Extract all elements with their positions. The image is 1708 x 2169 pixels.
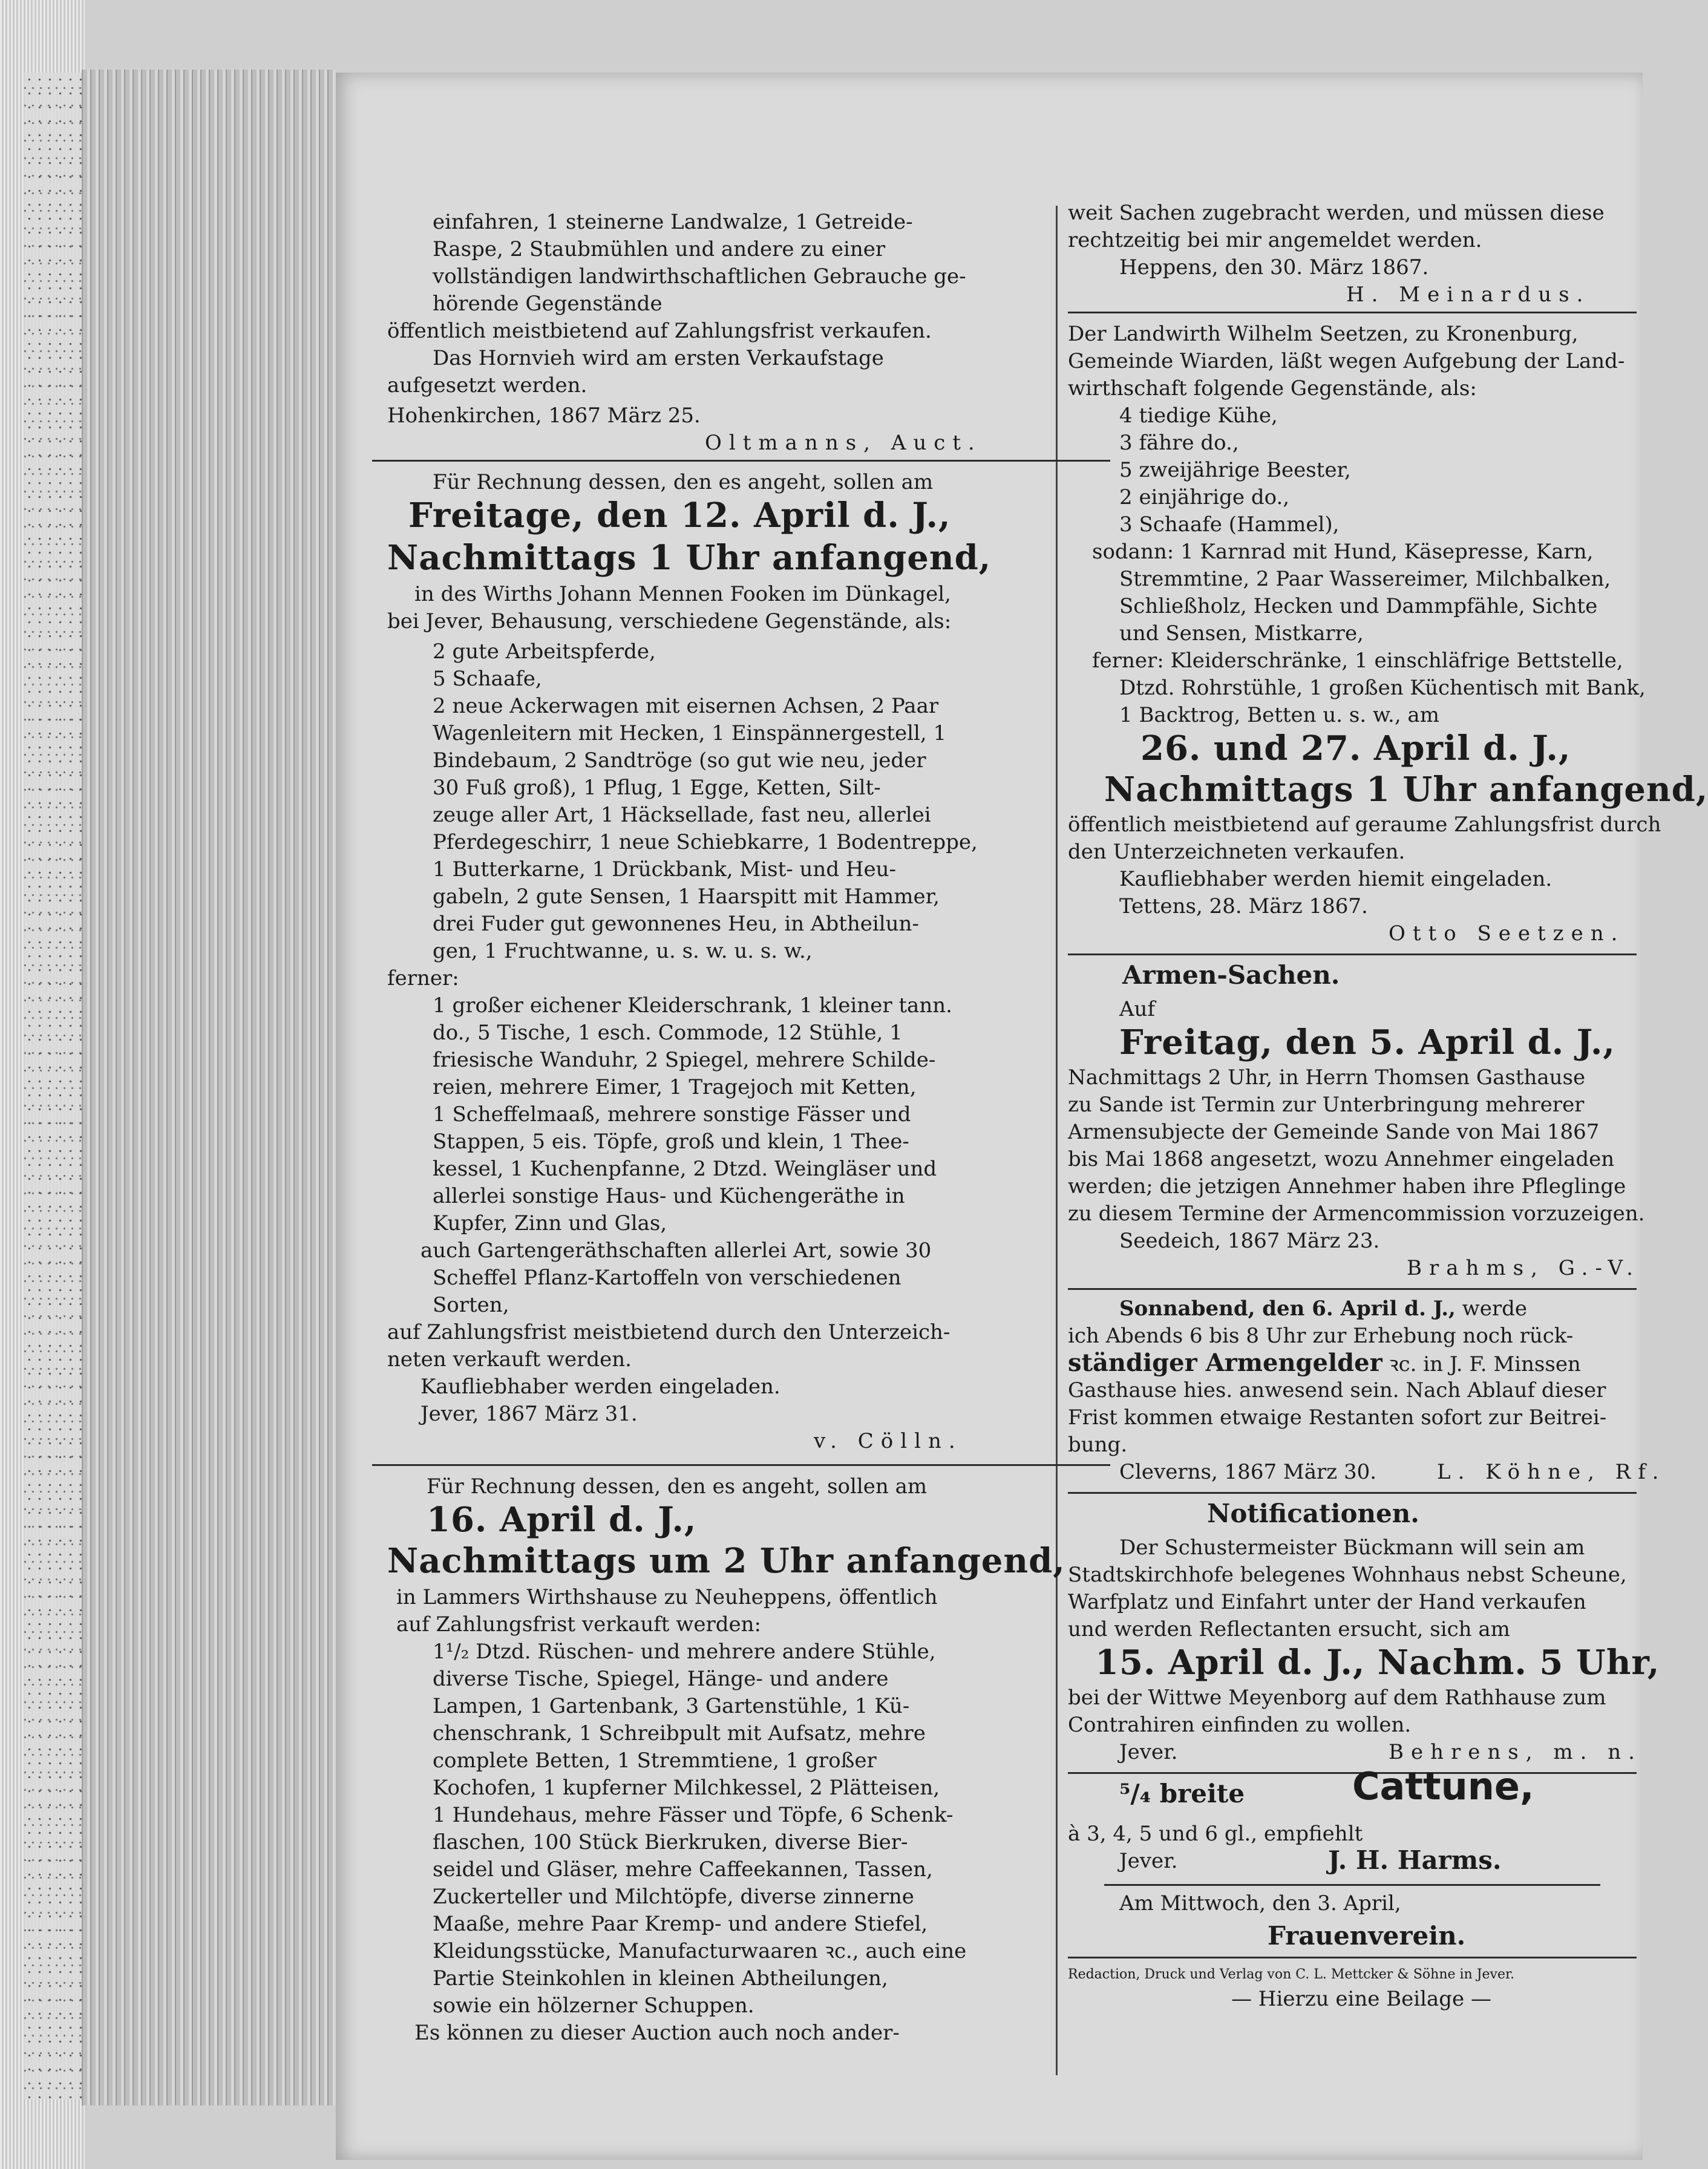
text-line: à 3, 4, 5 und 6 gl., empfiehlt xyxy=(1068,1822,1363,1846)
text-line: 5 Schaafe, xyxy=(433,667,542,691)
text-line: Es können zu dieser Auction auch noch ander- xyxy=(414,2021,900,2045)
text-line: rechtzeitig bei mir angemeldet werden. xyxy=(1068,228,1482,252)
place-date: Jever. xyxy=(1119,1740,1178,1764)
separator-rule xyxy=(1068,954,1637,955)
text-line: seidel und Gläser, mehre Caffeekannen, Tassen, xyxy=(433,1857,933,1882)
text-line: zu diesem Termine der Armencommission vorzuzeigen. xyxy=(1068,1202,1645,1226)
signature: H. Meinardus. xyxy=(1346,283,1591,307)
text-line: allerlei sonstige Haus- und Küchengeräthe in xyxy=(433,1184,905,1208)
text-line: Nachmittags 2 Uhr, in Herrn Thomsen Gasthause xyxy=(1068,1065,1586,1090)
text-line: sowie ein hölzerner Schuppen. xyxy=(433,1994,754,2018)
text-line: Maaße, mehre Paar Kremp- und andere Stiefel, xyxy=(433,1912,928,1936)
text-line: öffentlich meistbietend auf geraume Zahlungsfrist durch xyxy=(1068,813,1661,837)
text-line: zu Sande ist Termin zur Unterbringung mehrerer xyxy=(1068,1093,1585,1117)
text-line: Der Landwirth Wilhelm Seetzen, zu Kronenburg, xyxy=(1068,322,1579,346)
speckled-page-edge xyxy=(24,73,85,2099)
signature: L. Köhne, Rf. xyxy=(1437,1460,1666,1484)
text-line: Gemeinde Wiarden, läßt wegen Aufgebung der Land- xyxy=(1068,349,1625,373)
text-line: bei der Wittwe Meyenborg auf dem Rathhause zum xyxy=(1068,1686,1606,1710)
text-line: wirthschaft folgende Gegenstände, als: xyxy=(1068,376,1477,401)
text-line: neten verkauft werden. xyxy=(387,1347,632,1372)
text-line: ich Abends 6 bis 8 Uhr zur Erhebung noch rück- xyxy=(1068,1324,1574,1348)
text-line: Frist kommen etwaige Restanten sofort zur Beitrei- xyxy=(1068,1405,1607,1430)
signature: Oltmanns, Auct. xyxy=(705,431,982,455)
ad-time-heading: Nachmittags 1 Uhr anfangend, xyxy=(1104,770,1708,810)
text-line: Kleidungsstücke, Manufacturwaaren ꝛc., auch eine xyxy=(433,1939,967,1963)
sonnabend-date: Sonnabend, den 6. April d. J., xyxy=(1119,1297,1456,1321)
separator-rule xyxy=(1068,1957,1637,1958)
text-line: und Sensen, Mistkarre, xyxy=(1119,621,1364,646)
text-line: zeuge aller Art, 1 Häcksellade, fast neu, allerlei xyxy=(433,803,931,827)
text-line: Am Mittwoch, den 3. April, xyxy=(1119,1891,1401,1915)
text-line: 2 neue Ackerwagen mit eisernen Achsen, 2 Paar xyxy=(433,694,939,718)
supplement-note: — Hierzu eine Beilage — xyxy=(1231,1987,1491,2011)
text-line: werden; die jetzigen Annehmer haben ihre Pfleglinge xyxy=(1068,1174,1626,1199)
ad-date-heading: Freitag, den 5. April d. J., xyxy=(1119,1022,1615,1062)
armengelder-bold: ständiger Armengelder xyxy=(1068,1349,1382,1377)
cattune-heading: Cattune, xyxy=(1352,1764,1534,1808)
text-line: vollständigen landwirthschaftlichen Gebrauche ge- xyxy=(433,264,966,289)
cattune-prefix: ⁵/₄ breite xyxy=(1119,1779,1245,1808)
text-line: 30 Fuß groß), 1 Pflug, 1 Egge, Ketten, Silt- xyxy=(433,776,881,800)
signature: v. Cölln. xyxy=(814,1429,963,1453)
text-line: Kaufliebhaber werden hiemit eingeladen. xyxy=(1119,867,1553,891)
text-line: in Lammers Wirthshause zu Neuheppens, öffentlich xyxy=(396,1585,938,1609)
text-line: Bindebaum, 2 Sandtröge (so gut wie neu, jeder xyxy=(433,748,926,773)
text-line: diverse Tische, Spiegel, Hänge- und andere xyxy=(433,1667,889,1691)
separator-rule xyxy=(372,460,1110,462)
text-line: Zuckerteller und Milchtöpfe, diverse zinnerne xyxy=(433,1885,914,1909)
ad-date-heading: 15. April d. J., Nachm. 5 Uhr, xyxy=(1095,1643,1660,1683)
text-line: den Unterzeichneten verkaufen. xyxy=(1068,840,1405,864)
text-line: 1 Butterkarne, 1 Drückbank, Mist- und Heu- xyxy=(433,857,897,882)
text-line: und werden Reflectanten ersucht, sich am xyxy=(1068,1617,1510,1641)
frauenverein-heading: Frauenverein. xyxy=(1268,1921,1466,1951)
text-line: 1¹/₂ Dtzd. Rüschen- und mehrere andere Stühle, xyxy=(433,1640,936,1664)
text-line: Kochofen, 1 kupferner Milchkessel, 2 Plätteisen, xyxy=(433,1776,940,1800)
text-line: Wagenleitern mit Hecken, 1 Einspännergestell, 1 xyxy=(433,721,947,745)
text-line: reien, mehrere Eimer, 1 Tragejoch mit Ketten, xyxy=(433,1075,917,1099)
text-line: flaschen, 100 Stück Bierkruken, diverse Bier- xyxy=(433,1830,908,1854)
text-line: drei Fuder gut gewonnenes Heu, in Abtheilun- xyxy=(433,912,919,936)
newspaper-page xyxy=(336,73,1708,2160)
text-line: bei Jever, Behausung, verschiedene Gegenstände, als: xyxy=(387,609,952,633)
ad-intro: Für Rechnung dessen, den es angeht, sollen am xyxy=(433,470,934,494)
place-date: Jever, 1867 März 31. xyxy=(420,1402,638,1426)
ferner-label: ferner: xyxy=(387,966,459,990)
column-divider xyxy=(1056,206,1058,2075)
ad-intro: Für Rechnung dessen, den es angeht, sollen am xyxy=(427,1474,928,1499)
text-line: Das Hornvieh wird am ersten Verkaufstage xyxy=(433,346,884,370)
text-line: friesische Wanduhr, 2 Spiegel, mehrere Schilde- xyxy=(433,1048,936,1072)
text-line: weit Sachen zugebracht werden, und müssen diese xyxy=(1068,201,1605,225)
text-line: do., 5 Tische, 1 esch. Commode, 12 Stühle, 1 xyxy=(433,1021,903,1045)
text-line: gabeln, 2 gute Sensen, 1 Haarspitt mit Hammer, xyxy=(433,885,940,909)
text-line: auf Zahlungsfrist meistbietend durch den Unterzeich- xyxy=(387,1320,951,1344)
text-line: Stappen, 5 eis. Töpfe, groß und klein, 1 Thee- xyxy=(433,1130,909,1154)
ad-time-heading: Nachmittags 1 Uhr anfangend, xyxy=(387,538,992,578)
text-line: 5 zweijährige Beester, xyxy=(1119,458,1351,482)
place-date: Tettens, 28. März 1867. xyxy=(1119,894,1368,918)
text-line: Lampen, 1 Gartenbank, 3 Gartenstühle, 1 Kü- xyxy=(433,1694,910,1718)
separator-rule xyxy=(1068,1288,1637,1290)
text-line: Dtzd. Rohrstühle, 1 großen Küchentisch mit Bank, xyxy=(1119,676,1646,700)
section-heading: Notificationen. xyxy=(1207,1499,1419,1528)
separator-rule xyxy=(1104,1884,1600,1886)
place-date: Heppens, den 30. März 1867. xyxy=(1119,255,1429,280)
section-heading: Armen-Sachen. xyxy=(1122,960,1340,990)
rueckstaendig-line xyxy=(1068,1350,1581,1378)
place-date: Hohenkirchen, 1867 März 25. xyxy=(387,404,701,428)
text-line: Contrahiren einfinden zu wollen. xyxy=(1068,1713,1412,1737)
text-line: einfahren, 1 steinerne Landwalze, 1 Getreide- xyxy=(433,210,913,234)
text-line: 1 Hundehaus, mehre Fässer und Töpfe, 6 Schenk- xyxy=(433,1803,954,1827)
text-line: sodann: 1 Karnrad mit Hund, Käsepresse, Karn, xyxy=(1092,540,1594,564)
text-line: Stremmtine, 2 Paar Wassereimer, Milchbalken, xyxy=(1119,567,1611,591)
text-line: Scheffel Pflanz-Kartoffeln von verschiedenen xyxy=(433,1266,901,1290)
text-line: hörende Gegenstände xyxy=(433,292,663,316)
text-line: kessel, 1 Kuchenpfanne, 2 Dtzd. Weingläser und xyxy=(433,1157,937,1181)
text-line: chenschrank, 1 Schreibpult mit Aufsatz, mehre xyxy=(433,1721,926,1745)
text-line: 1 Backtrog, Betten u. s. w., am xyxy=(1119,703,1439,727)
place-date: Cleverns, 1867 März 30. xyxy=(1119,1460,1377,1484)
ad-time-heading: Nachmittags um 2 Uhr anfangend, xyxy=(387,1541,1065,1581)
text-line: Schließholz, Hecken und Dammpfähle, Sichte xyxy=(1119,594,1598,618)
imprint-line: Redaction, Druck und Verlag von C. L. Mettcker & Söhne in Jever. xyxy=(1068,1967,1515,1982)
text-line: auch Gartengeräthschaften allerlei Art, sowie 30 xyxy=(420,1238,932,1263)
text-line: Gasthause hies. anwesend sein. Nach Ablauf dieser xyxy=(1068,1378,1606,1402)
text-line: Armensubjecte der Gemeinde Sande von Mai 1867 xyxy=(1068,1120,1600,1144)
text-line: Partie Steinkohlen in kleinen Abtheilungen, xyxy=(433,1966,888,1991)
separator-rule xyxy=(1068,312,1637,313)
signature: Otto Seetzen. xyxy=(1389,921,1625,946)
text-line: Kaufliebhaber werden eingeladen. xyxy=(420,1375,780,1399)
text-line: 2 gute Arbeitspferde, xyxy=(433,640,656,664)
place-date: Seedeich, 1867 März 23. xyxy=(1119,1229,1380,1253)
text-line: Raspe, 2 Staubmühlen und andere zu einer xyxy=(433,237,886,261)
text-line: gen, 1 Fruchtwanne, u. s. w. u. s. w., xyxy=(433,939,813,963)
text-line: Sorten, xyxy=(433,1293,509,1317)
text-line: bung. xyxy=(1068,1433,1128,1457)
armengelder-tail: ꝛc. in J. F. Minssen xyxy=(1382,1352,1581,1376)
text-line: bis Mai 1868 angesetzt, wozu Annehmer eingeladen xyxy=(1068,1147,1615,1171)
sonnabend-tail: werde xyxy=(1455,1297,1528,1321)
text-line: 1 Scheffelmaaß, mehrere sonstige Fässer und xyxy=(433,1102,911,1127)
text-line: aufgesetzt werden. xyxy=(387,373,587,397)
text-line: Der Schustermeister Bückmann will sein am xyxy=(1119,1536,1585,1560)
page-stack xyxy=(82,70,336,2105)
text-line: Kupfer, Zinn und Glas, xyxy=(433,1211,667,1235)
separator-rule xyxy=(1068,1492,1637,1494)
text-line: auf Zahlungsfrist verkauft werden: xyxy=(396,1612,761,1637)
text-line: in des Wirths Johann Mennen Fooken im Dünkagel, xyxy=(414,582,951,606)
merchant-name: J. H. Harms. xyxy=(1328,1845,1502,1875)
separator-rule xyxy=(372,1464,1110,1466)
ad-date-heading: 26. und 27. April d. J., xyxy=(1140,728,1571,768)
text-line: complete Betten, 1 Stremmtiene, 1 großer xyxy=(433,1749,877,1773)
text-line: Auf xyxy=(1119,997,1156,1021)
text-line: Warfplatz und Einfahrt unter der Hand verkaufen xyxy=(1068,1590,1586,1614)
ad-date-heading: 16. April d. J., xyxy=(427,1500,697,1540)
text-line: 4 tiedige Kühe, xyxy=(1119,404,1278,428)
signature: Brahms, G.-V. xyxy=(1407,1256,1640,1280)
place-date: Jever. xyxy=(1119,1849,1178,1873)
text-line: Pferdegeschirr, 1 neue Schiebkarre, 1 Bodentreppe, xyxy=(433,830,978,854)
text-line: 1 großer eichener Kleiderschrank, 1 kleiner tann. xyxy=(433,993,952,1018)
text-line: öffentlich meistbietend auf Zahlungsfrist verkaufen. xyxy=(387,319,932,343)
text-line: 3 fähre do., xyxy=(1119,431,1239,455)
ad-date-heading: Freitage, den 12. April d. J., xyxy=(408,496,951,535)
text-line: 2 einjährige do., xyxy=(1119,485,1290,509)
text-line: Stadtskirchhofe belegenes Wohnhaus nebst Scheune, xyxy=(1068,1563,1627,1587)
signature: Behrens, m. n. xyxy=(1389,1740,1642,1764)
text-line: ferner: Kleiderschränke, 1 einschläfrige Bettstelle, xyxy=(1092,649,1623,673)
text-line: 3 Schaafe (Hammel), xyxy=(1119,512,1340,537)
sonnabend-line xyxy=(1119,1295,1527,1322)
